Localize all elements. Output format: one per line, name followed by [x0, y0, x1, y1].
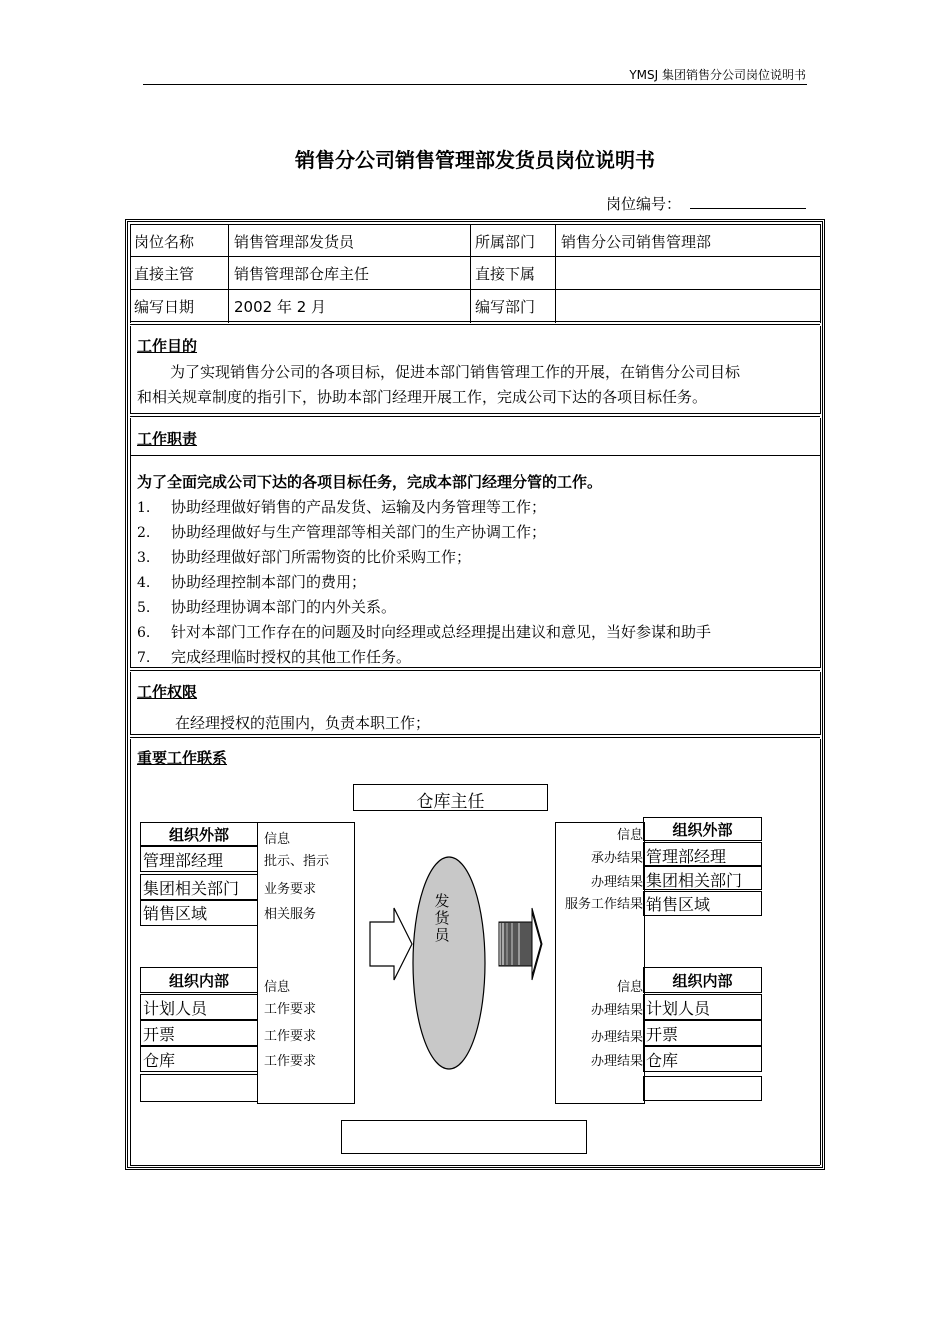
document-header: YMSJ 集团销售分公司岗位说明书: [629, 68, 806, 82]
duty-item: [137, 571, 366, 592]
duty-item: [137, 596, 396, 617]
author-dept-label: 编写部门: [475, 298, 536, 316]
purpose-title: 工作目的: [137, 337, 198, 355]
duty-text: 协助经理控制本部门的费用；: [171, 573, 367, 591]
left-arrow: [370, 908, 412, 980]
supervisor-value: 销售管理部仓库主任: [234, 265, 370, 283]
right-int-item: 仓库: [646, 1051, 679, 1070]
right-int-label: 办理结果: [590, 1030, 643, 1045]
section-rule: [820, 418, 821, 668]
section-rule: [130, 1165, 820, 1166]
right-int-head: 组织内部: [672, 972, 733, 990]
bottom-box: [341, 1120, 587, 1154]
center-ellipse: [413, 857, 485, 1069]
duty-text: 协助经理做好销售的产品发货、运输及内务管理等工作；: [171, 498, 547, 516]
duty-number: 2.: [137, 525, 151, 541]
duties-title: 工作职责: [137, 430, 198, 448]
right-int-label: 办理结果: [590, 1003, 643, 1018]
section-rule: [130, 326, 131, 414]
section-rule: [820, 739, 821, 1165]
right-ext-label: 服务工作结果: [564, 897, 643, 912]
post-name-value: 销售管理部发货员: [234, 233, 355, 251]
subordinate-label: 直接下属: [475, 265, 536, 283]
supervisor-box-label: 仓库主任: [416, 792, 485, 812]
left-int-label: 工作要求: [264, 1054, 317, 1069]
right-int-label: 办理结果: [590, 1054, 643, 1069]
duty-item: [137, 546, 471, 567]
date-label: 编写日期: [134, 298, 195, 316]
table-rule: [130, 224, 131, 323]
left-ext-item: 管理部经理: [143, 851, 224, 870]
right-ext-item: 销售区域: [646, 895, 711, 914]
left-int-item: 仓库: [143, 1051, 176, 1070]
duty-text: 协助经理协调本部门的内外关系。: [171, 598, 397, 616]
flow-graphic: [360, 850, 560, 1080]
section-rule: [130, 413, 820, 417]
right-int-label: 信息: [616, 980, 643, 995]
right-ext-label: 办理结果: [590, 875, 643, 890]
post-number-field[interactable]: [690, 208, 806, 209]
table-rule: [130, 289, 820, 290]
table-rule: [555, 224, 556, 323]
duty-item: [137, 496, 546, 517]
duty-number: 7.: [137, 650, 151, 666]
header-rule: [143, 84, 807, 85]
section-rule: [820, 326, 821, 414]
left-int-label: 工作要求: [264, 1002, 317, 1017]
left-ext-head: 组织外部: [168, 826, 229, 844]
left-int-label: 工作要求: [264, 1029, 317, 1044]
left-int-head: 组织内部: [168, 972, 229, 990]
table-rule: [130, 224, 820, 225]
duty-text: 针对本部门工作存在的问题及时向经理或总经理提出建议和意见，当好参谋和助手: [171, 623, 712, 641]
duty-item: [137, 521, 546, 542]
duty-number: 5.: [137, 600, 151, 616]
duty-number: 3.: [137, 550, 151, 566]
duty-item: [137, 646, 411, 667]
left-int-item-box: [140, 1074, 258, 1102]
left-int-item: 开票: [143, 1025, 176, 1044]
right-ext-label: 承办结果: [590, 851, 643, 866]
section-rule: [130, 455, 820, 456]
duty-text: 协助经理做好与生产管理部等相关部门的生产协调工作；: [171, 523, 547, 541]
authority-text: 在经理授权的范围内，负责本职工作；: [175, 714, 431, 732]
table-rule: [470, 224, 471, 323]
page-title: 销售分公司销售管理部发货员岗位说明书: [295, 148, 655, 172]
post-name-label: 岗位名称: [134, 233, 195, 251]
right-ext-label: 信息: [616, 828, 643, 843]
duty-text: 协助经理做好部门所需物资的比价采购工作；: [171, 548, 472, 566]
relations-title: 重要工作联系: [137, 749, 228, 767]
left-ext-label: 批示、指示: [264, 854, 330, 869]
left-ext-label: 相关服务: [264, 907, 317, 922]
duty-number: 6.: [137, 625, 151, 641]
supervisor-label: 直接主管: [134, 265, 195, 283]
left-int-item: 计划人员: [143, 999, 208, 1018]
right-int-item: 计划人员: [646, 999, 711, 1018]
right-ext-head: 组织外部: [672, 821, 733, 839]
left-ext-label: 信息: [264, 832, 291, 847]
table-rule: [820, 224, 821, 323]
authority-title: 工作权限: [137, 683, 198, 701]
left-ext-label: 业务要求: [264, 882, 317, 897]
duty-number: 1.: [137, 500, 151, 516]
table-rule: [228, 224, 229, 323]
duties-lead: 为了全面完成公司下达的各项目标任务，完成本部门经理分管的工作。: [137, 473, 603, 491]
center-label: 发货员: [434, 892, 450, 944]
section-rule: [820, 672, 821, 735]
post-number-label: 岗位编号：: [606, 195, 682, 213]
right-ext-item: 集团相关部门: [646, 871, 743, 890]
duty-text: 完成经理临时授权的其他工作任务。: [171, 648, 412, 666]
left-int-label: 信息: [264, 980, 291, 995]
section-rule: [130, 739, 131, 1165]
department-label: 所属部门: [475, 233, 536, 251]
date-value: 2002 年 2 月: [234, 298, 327, 316]
table-rule: [130, 256, 820, 257]
section-rule: [130, 672, 131, 735]
purpose-line-1: 为了实现销售分公司的各项目标，促进本部门销售管理工作的开展，在销售分公司目标: [170, 363, 741, 381]
duty-item: [137, 621, 711, 642]
right-ext-item: 管理部经理: [646, 847, 727, 866]
left-ext-item: 销售区域: [143, 904, 208, 923]
purpose-line-2: 和相关规章制度的指引下，协助本部门经理开展工作，完成公司下达的各项目标任务。: [137, 388, 708, 406]
right-int-item: 开票: [646, 1025, 679, 1044]
right-int-item-box: [643, 1076, 762, 1101]
section-rule: [130, 667, 820, 671]
department-value: 销售分公司销售管理部: [561, 233, 712, 251]
duty-number: 4.: [137, 575, 151, 591]
table-rule: [130, 321, 820, 325]
section-rule: [130, 734, 820, 738]
left-ext-item: 集团相关部门: [143, 879, 240, 898]
